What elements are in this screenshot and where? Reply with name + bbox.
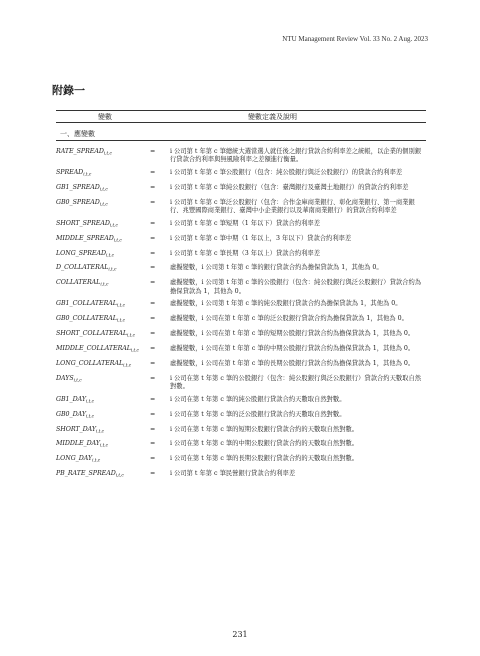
variable-subscript: i,t,c — [83, 172, 92, 178]
equals-sign: = — [150, 279, 156, 287]
variable-subscript: i,t,c — [100, 282, 109, 288]
variable-base: COLLATERAL — [56, 279, 101, 287]
variable-subscript: i,t,c — [99, 443, 108, 449]
equals-sign: = — [150, 169, 156, 176]
running-header: NTU Management Review Vol. 33 No. 2 Aug. 2023 — [282, 35, 428, 43]
variable-subscript: i,t,c — [130, 348, 139, 354]
variable-name — [56, 279, 150, 296]
column-header-definition: 變數定義及說明 — [248, 113, 297, 121]
variable-base: SHORT_DAY — [56, 425, 96, 433]
table-row — [56, 184, 426, 195]
equals-sign: = — [150, 395, 156, 403]
variable-name — [56, 220, 150, 231]
variable-subscript: i,t,c — [99, 202, 108, 208]
variable-base: LONG_DAY — [56, 455, 93, 463]
variable-name — [56, 470, 150, 481]
equals-sign: = — [150, 315, 156, 323]
variable-base: LONG_SPREAD — [56, 249, 106, 257]
table-row — [56, 315, 426, 326]
variable-name — [56, 315, 150, 326]
variable-name — [56, 199, 150, 216]
variable-name — [56, 184, 150, 195]
variable-definition: i 公司在第 t 年第 c 筆的純公股銀行貸款合約天數取自然對數。 — [170, 395, 346, 403]
table-row — [56, 375, 426, 392]
variable-definition: i 公司在第 t 年第 c 筆的中期公股銀行貸款合約的天數取自然對數。 — [170, 440, 359, 448]
equals-sign: = — [150, 234, 156, 242]
table-body — [56, 148, 426, 481]
variable-name — [56, 300, 150, 311]
table-row — [56, 426, 426, 437]
variable-subscript: i,t,c — [73, 378, 82, 384]
table-row — [56, 250, 426, 261]
variable-base: RATE_SPREAD — [56, 148, 104, 155]
variable-base: SHORT_SPREAD — [56, 219, 110, 227]
table-row — [56, 169, 426, 180]
variable-definition: 虛擬變數，i 公司在第 t 年第 c 筆的長期公股銀行貸款合約為擔保貸款為 1，其他為 0。 — [170, 359, 415, 367]
variable-definition: i 公司在第 t 年第 c 筆的泛公股銀行貸款合約天數取自然對數。 — [170, 410, 346, 418]
table-row — [56, 411, 426, 422]
variable-name — [56, 148, 150, 165]
equals-sign: = — [150, 183, 156, 191]
table-row — [56, 470, 426, 481]
table-row — [56, 330, 426, 341]
equals-sign: = — [150, 374, 156, 382]
variable-base: D_COLLATERAL — [56, 264, 109, 272]
variable-name — [56, 330, 150, 341]
equals-sign: = — [150, 345, 156, 353]
column-header-variable: 變數 — [98, 113, 112, 121]
variable-base: DAYS — [56, 374, 74, 382]
variable-definition: 虛擬變數，i 公司第 t 年第 c 筆的公股銀行（包含：純公股銀行與泛公股銀行）貸款合約為擔保貸款為 1，其他為 0。 — [170, 279, 422, 295]
variable-definition: i 公司在第 t 年第 c 筆的公股銀行（包含：純公股銀行與泛公股銀行）貸款合約天數取自然對數。 — [170, 374, 422, 391]
variable-definition: 虛擬變數，i 公司在第 t 年第 c 筆的泛公股銀行貸款合約為擔保貸款為 1，其他為 0。 — [170, 315, 408, 323]
variable-name — [56, 345, 150, 356]
variable-name — [56, 426, 150, 437]
variable-definition: i 公司第 t 年第 c 筆泛公股銀行（包含：合作金庫商業銀行、彰化商業銀行、第一商業銀行、兆豐國際商業銀行、臺灣中小企業銀行以及華南商業銀行）的貸款合約利率差 — [170, 198, 415, 215]
table-row — [56, 279, 426, 296]
equals-sign: = — [150, 219, 156, 227]
table-row — [56, 199, 426, 216]
variable-subscript: i,t,c — [123, 363, 132, 369]
equals-sign: = — [150, 300, 156, 308]
variable-name — [56, 375, 150, 392]
equals-sign: = — [150, 198, 156, 206]
page-number: 231 — [232, 630, 248, 639]
variable-subscript: i,t,c — [105, 252, 114, 258]
variable-definition: 虛擬變數，i 公司第 t 年第 c 筆的純公股銀行貸款合約為擔保貸款為 1，其他為 0。 — [170, 300, 402, 308]
variable-name — [56, 264, 150, 275]
variable-definition: i 公司在第 t 年第 c 筆的短期公股銀行貸款合約的天數取自然對數。 — [170, 425, 359, 433]
variable-base: GB0_DAY — [56, 410, 86, 418]
variable-definition: i 公司在第 t 年第 c 筆的長期公股銀行貸款合約的天數取自然對數。 — [170, 455, 359, 463]
variable-base: SHORT_COLLATERAL — [56, 330, 127, 338]
table-row — [56, 440, 426, 451]
variable-subscript: i,t,c — [109, 223, 118, 229]
variable-name — [56, 360, 150, 371]
variable-name — [56, 169, 150, 180]
equals-sign: = — [150, 249, 156, 257]
equals-sign: = — [150, 264, 156, 272]
variable-subscript: i,t,c — [96, 428, 104, 434]
variable-name — [56, 455, 150, 466]
equals-sign: = — [150, 425, 156, 433]
table-row — [56, 264, 426, 275]
variable-definition: i 公司第 t 年第 c 筆總統大選當選人就任後之銀行貸款合約利率差之統帳，以企業的個別銀行貸款合約利率與無風險利率之差額進行衡量。 — [170, 148, 422, 164]
variable-base: MIDDLE_SPREAD — [56, 234, 114, 242]
variable-subscript: i,t,c — [92, 458, 101, 464]
variable-base: GB0_COLLATERAL — [56, 315, 117, 323]
table-row — [56, 220, 426, 231]
table-row — [56, 455, 426, 466]
variable-subscript: i,t,c — [116, 318, 125, 324]
variable-definitions-table — [56, 110, 426, 485]
variable-definition: 虛擬變數，i 公司在第 t 年第 c 筆的中期公股銀行貸款合約為擔保貸款為 1，其他為 0。 — [170, 345, 415, 353]
section-heading: 一、應變數 — [60, 130, 95, 138]
variable-subscript: i,t,c — [103, 151, 112, 157]
equals-sign: = — [150, 410, 156, 418]
variable-base: LONG_COLLATERAL — [56, 359, 124, 367]
variable-name — [56, 250, 150, 261]
variable-name — [56, 411, 150, 422]
variable-base: GB1_SPREAD — [56, 183, 100, 191]
variable-definition: i 公司第 t 年第 c 筆公股銀行（包含：純公股銀行與泛公股銀行）的貸款合約利率差 — [170, 169, 403, 176]
table-header-row — [56, 110, 426, 123]
table-row — [56, 360, 426, 371]
variable-subscript: i,t,c — [108, 267, 117, 273]
variable-base: GB1_COLLATERAL — [56, 300, 117, 308]
variable-definition: i 公司第 t 年第 c 筆中期（1 年以上，3 年以下）貸款合約利率差 — [170, 234, 352, 242]
equals-sign: = — [150, 440, 156, 448]
variable-base: MIDDLE_DAY — [56, 440, 100, 448]
variable-definition: i 公司第 t 年第 c 筆純公股銀行（包含：臺灣銀行及臺灣土地銀行）的貸款合約利率差 — [170, 183, 409, 191]
variable-base: GB0_SPREAD — [56, 198, 100, 206]
table-row — [56, 345, 426, 356]
variable-definition: i 公司第 t 年第 c 筆民營銀行貸款合約利率差 — [170, 470, 296, 478]
variable-subscript: i,t,c — [115, 473, 124, 479]
equals-sign: = — [150, 470, 156, 478]
variable-definition: i 公司第 t 年第 c 筆長期（3 年以上）貸款合約利率差 — [170, 249, 321, 257]
equals-sign: = — [150, 330, 156, 338]
variable-base: SPREAD — [56, 169, 84, 176]
variable-subscript: i,t,c — [85, 399, 94, 405]
equals-sign: = — [150, 148, 156, 155]
variable-subscript: i,t,c — [85, 413, 94, 419]
variable-definition: 虛擬變數，i 公司第 t 年第 c 筆的銀行貸款合約為擔保貸款為 1，其他為 0。 — [170, 264, 383, 272]
variable-name — [56, 440, 150, 451]
variable-subscript: i,t,c — [99, 187, 108, 193]
variable-definition: 虛擬變數，i 公司在第 t 年第 c 筆的短期公股銀行貸款合約為擔保貸款為 1，其他為 0。 — [170, 330, 415, 338]
equals-sign: = — [150, 455, 156, 463]
table-row — [56, 148, 426, 165]
equals-sign: = — [150, 359, 156, 367]
variable-name — [56, 235, 150, 246]
variable-base: MIDDLE_COLLATERAL — [56, 345, 131, 353]
variable-name — [56, 396, 150, 407]
variable-base: PB_RATE_SPREAD — [56, 470, 116, 478]
table-row — [56, 396, 426, 407]
variable-subscript: i,t,c — [113, 237, 122, 243]
variable-subscript: i,t,c — [126, 333, 135, 339]
table-row — [56, 300, 426, 311]
appendix-title: 附錄一 — [52, 84, 85, 97]
variable-base: GB1_DAY — [56, 395, 86, 403]
variable-subscript: i,t,c — [116, 303, 125, 309]
table-row — [56, 235, 426, 246]
variable-definition: i 公司第 t 年第 c 筆短期（1 年以下）貸款合約利率差 — [170, 219, 321, 227]
